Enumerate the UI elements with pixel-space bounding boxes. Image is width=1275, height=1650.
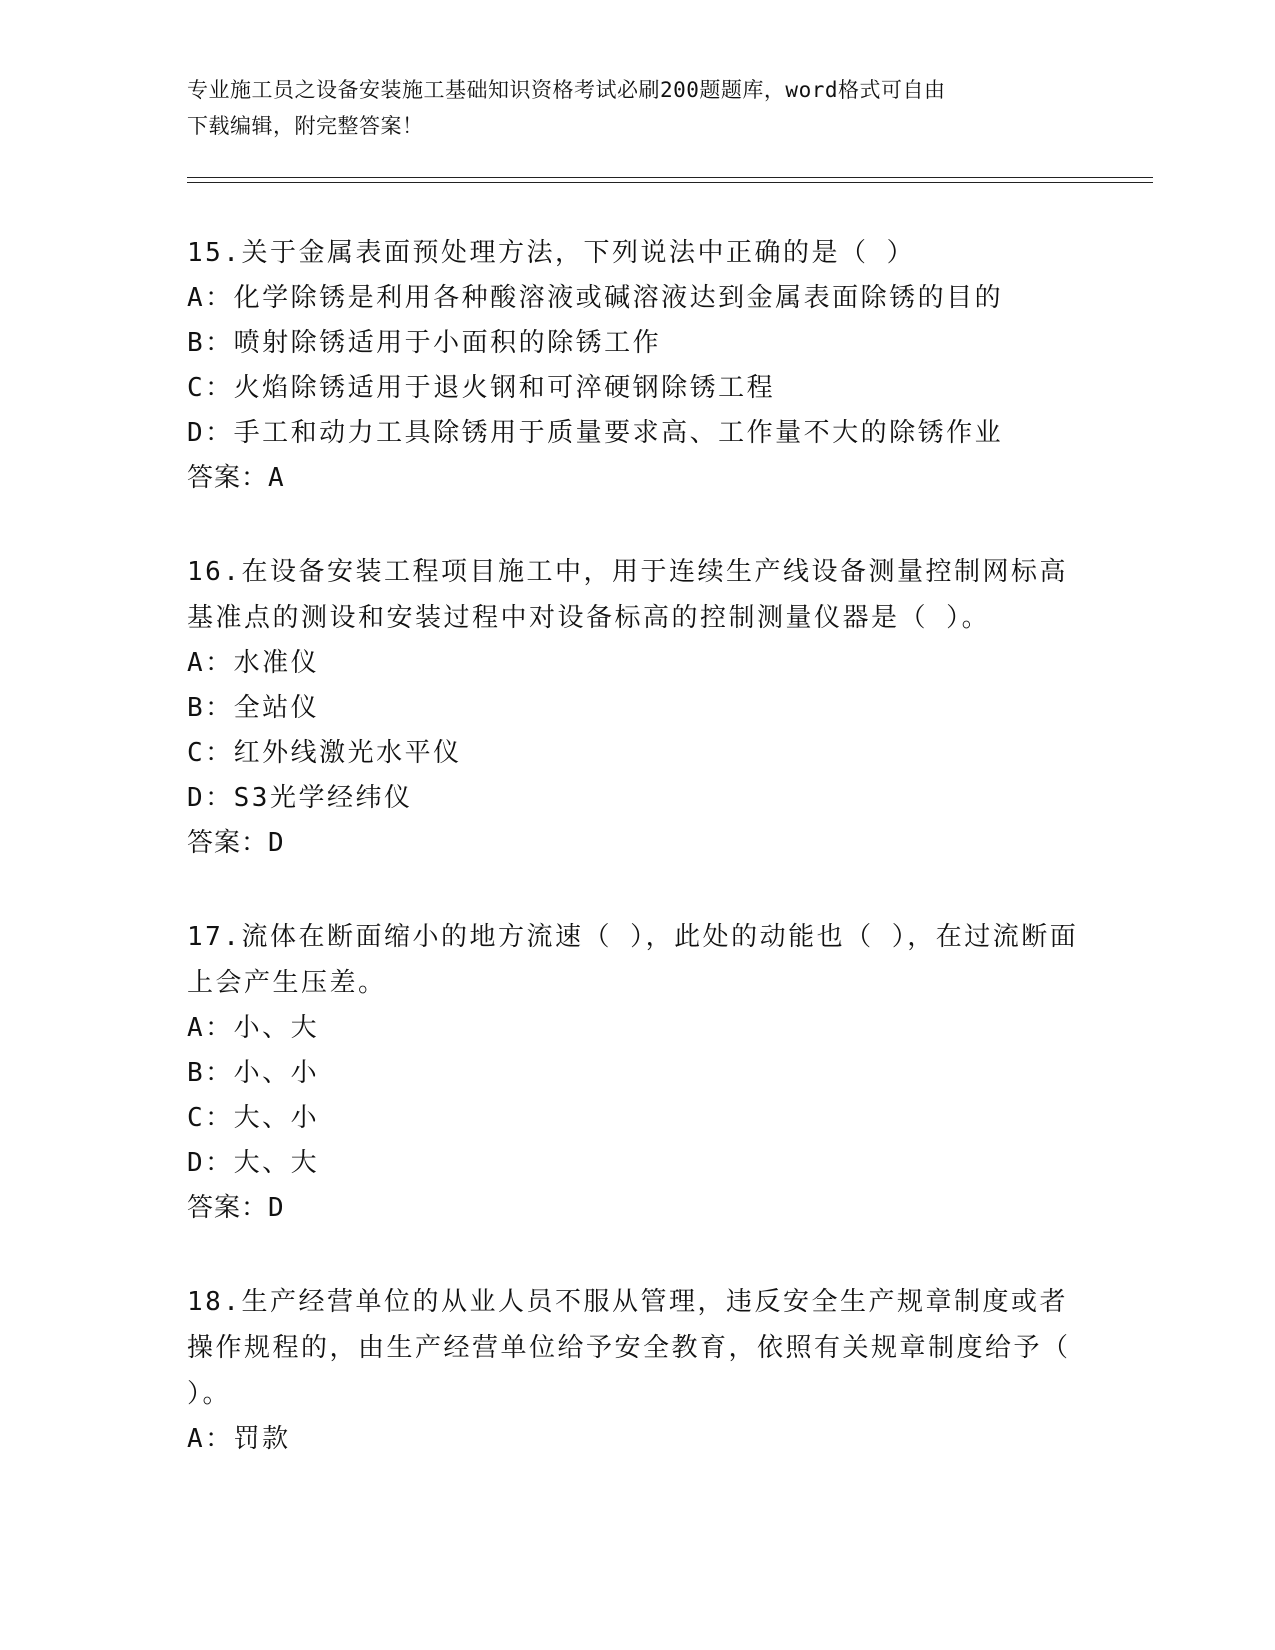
option-b: B：全站仪 bbox=[187, 693, 320, 723]
option-b: B：小、小 bbox=[187, 1058, 320, 1088]
option-a: A：小、大 bbox=[187, 1013, 320, 1043]
question-text: 17.流体在断面缩小的地方流速（ ），此处的动能也（ ），在过流断面上会产生压差。 bbox=[187, 922, 1079, 998]
header-divider-bottom bbox=[187, 182, 1153, 183]
document-header bbox=[187, 72, 1087, 144]
option-a: A：罚款 bbox=[187, 1424, 291, 1454]
option-d: D：手工和动力工具除锈用于质量要求高、工作量不大的除锈作业 bbox=[187, 418, 1004, 448]
option-c: C：红外线激光水平仪 bbox=[187, 738, 462, 768]
option-a: A：化学除锈是利用各种酸溶液或碱溶液达到金属表面除锈的目的 bbox=[187, 283, 1004, 313]
option-a: A：水准仪 bbox=[187, 648, 320, 678]
question-16 bbox=[187, 549, 1087, 866]
header-line-1: 专业施工员之设备安装施工基础知识资格考试必刷200题题库，word格式可自由 bbox=[187, 78, 946, 102]
header-divider-top bbox=[187, 177, 1153, 178]
question-list bbox=[187, 230, 1087, 1510]
option-c: C：火焰除锈适用于退火钢和可淬硬钢除锈工程 bbox=[187, 373, 776, 403]
answer: 答案：D bbox=[187, 1193, 285, 1223]
answer: 答案：D bbox=[187, 828, 285, 858]
question-text: 15.关于金属表面预处理方法，下列说法中正确的是（ ） bbox=[187, 238, 916, 268]
option-c: C：大、小 bbox=[187, 1103, 320, 1133]
question-18 bbox=[187, 1279, 1087, 1462]
header-line-2: 下载编辑，附完整答案！ bbox=[187, 114, 424, 138]
question-text: 16.在设备安装工程项目施工中，用于连续生产线设备测量控制网标高基准点的测设和安装过程中对设备标高的控制测量仪器是（ ）。 bbox=[187, 557, 1068, 633]
question-15 bbox=[187, 230, 1087, 501]
option-b: B：喷射除锈适用于小面积的除锈工作 bbox=[187, 328, 662, 358]
question-17 bbox=[187, 914, 1087, 1231]
answer: 答案：A bbox=[187, 463, 285, 493]
option-d: D：S3光学经纬仪 bbox=[187, 783, 413, 813]
question-text: 18.生产经营单位的从业人员不服从管理，违反安全生产规章制度或者操作规程的，由生产经营单位给予安全教育，依照有关规章制度给予（ ）。 bbox=[187, 1287, 1071, 1409]
option-d: D：大、大 bbox=[187, 1148, 320, 1178]
